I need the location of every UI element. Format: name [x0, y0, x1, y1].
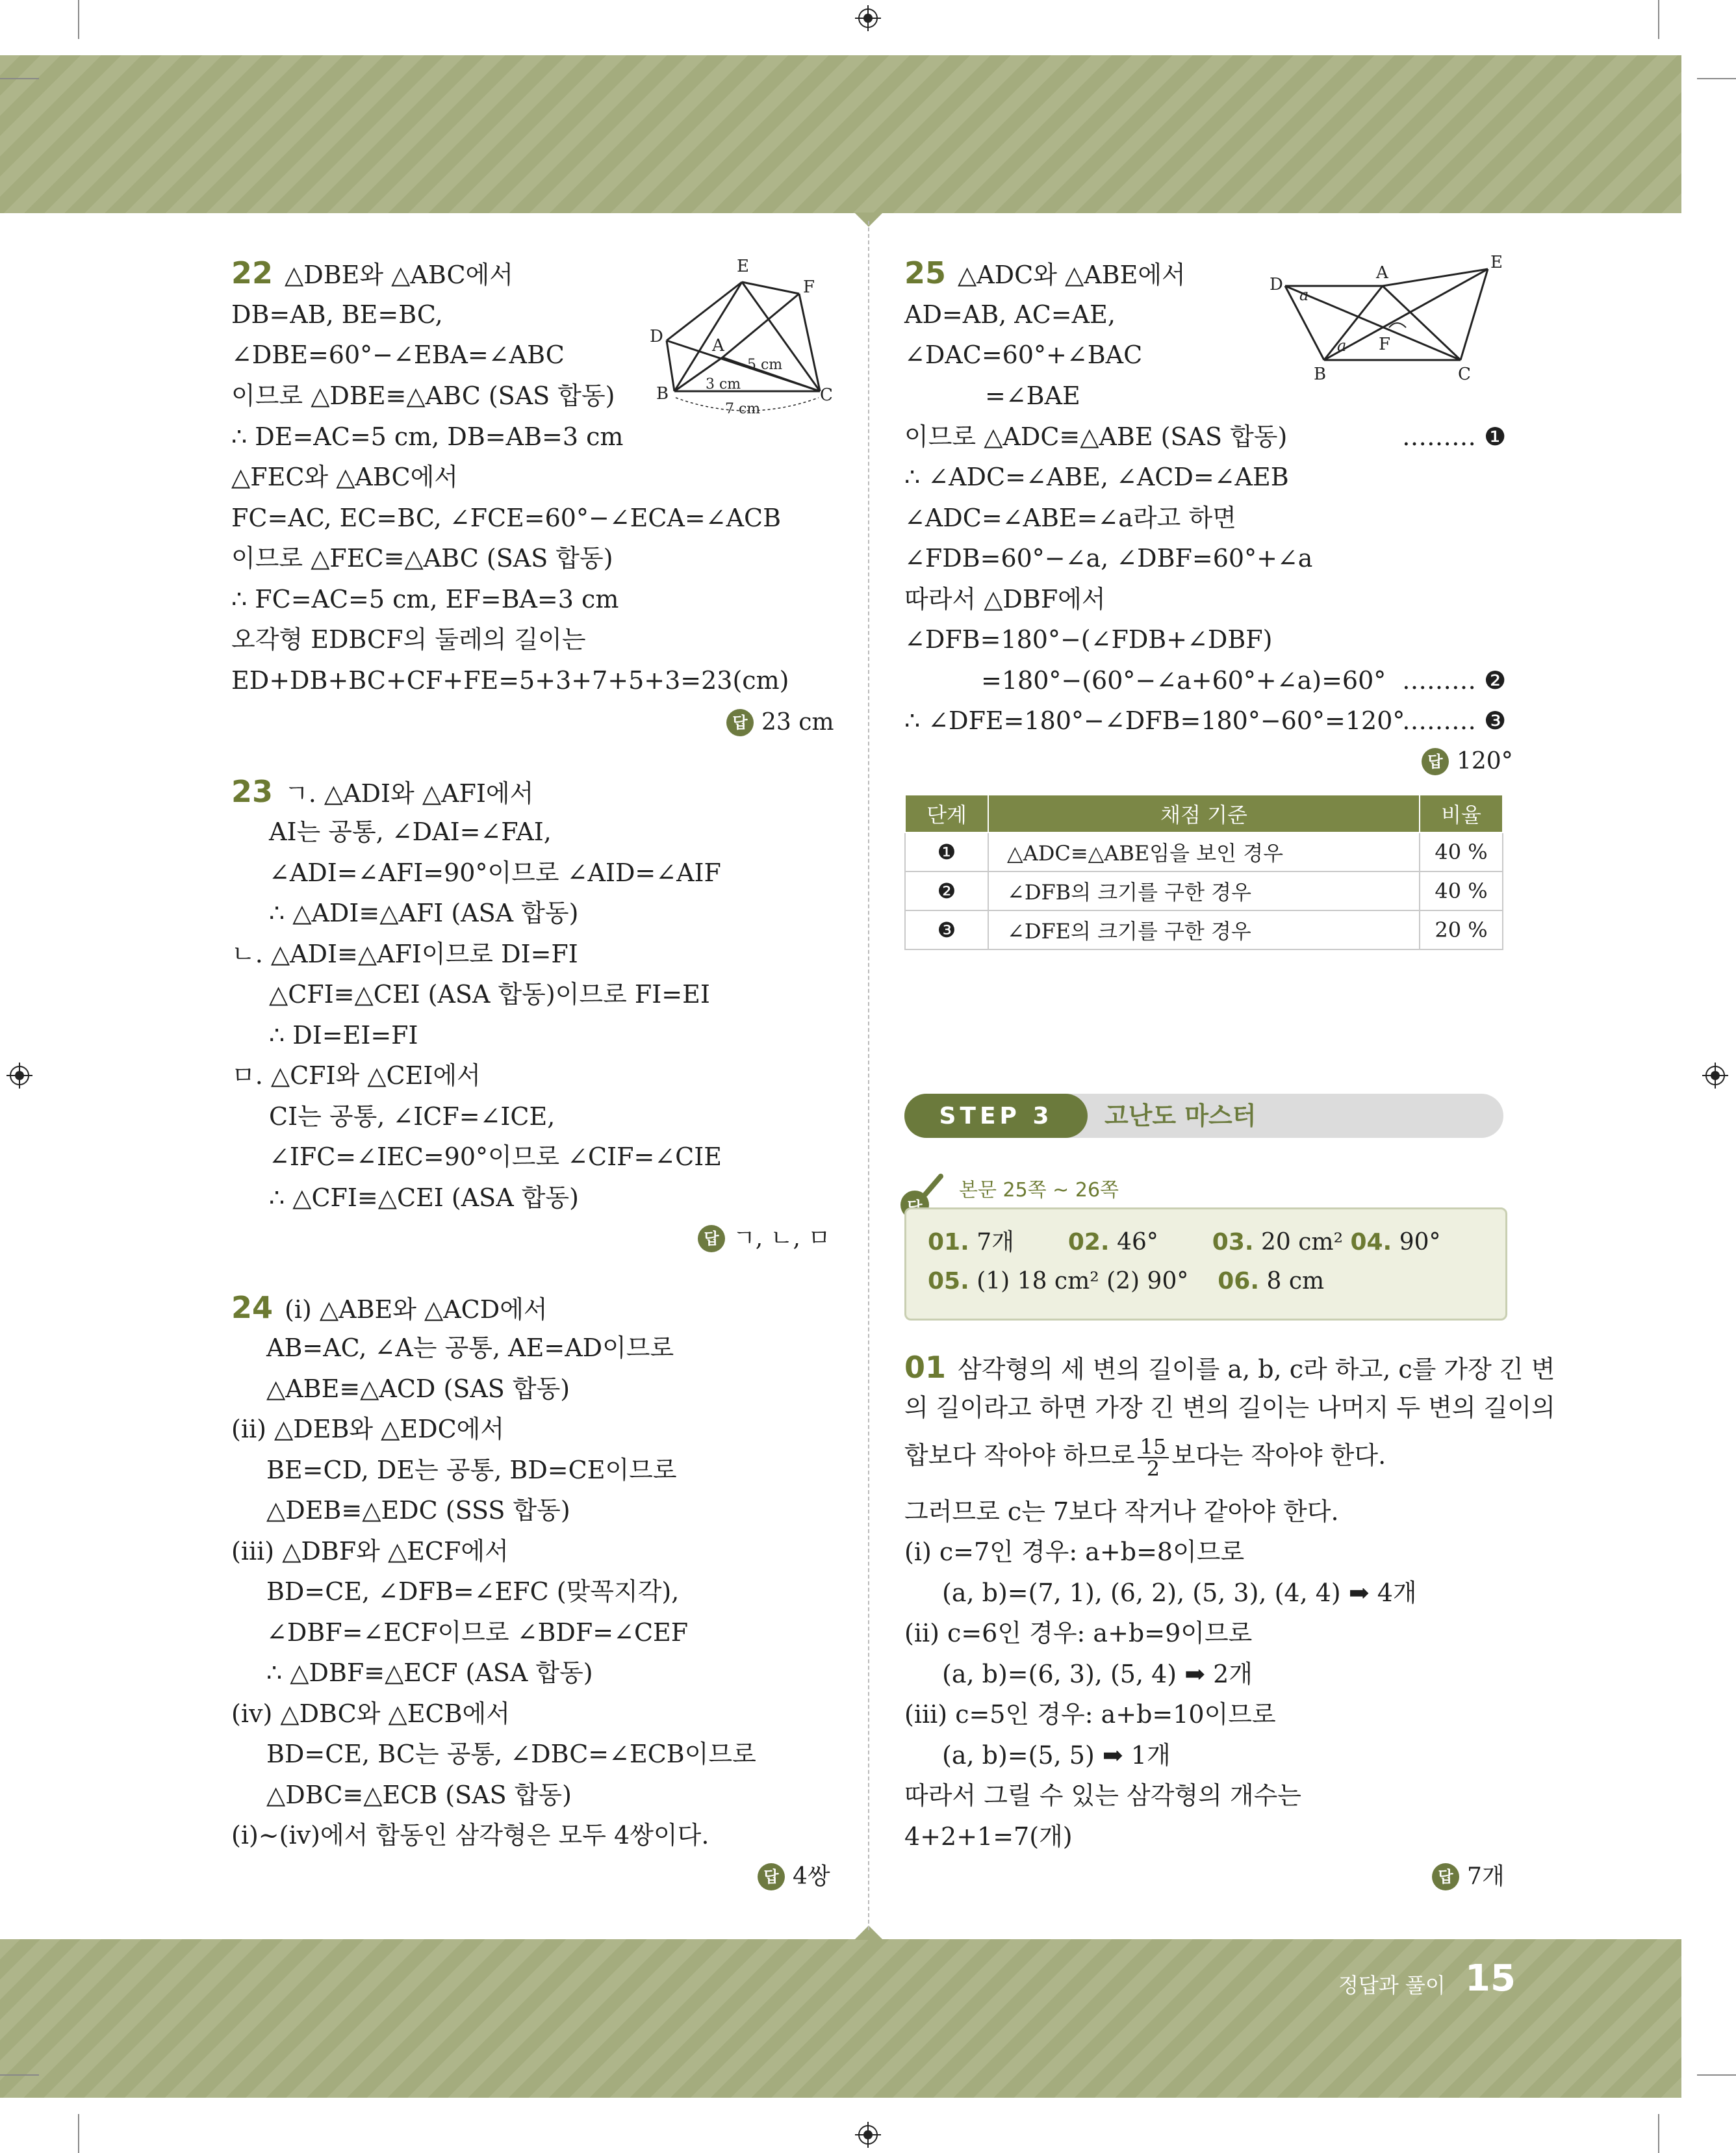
q01-number: 01 [904, 1350, 947, 1385]
table-row [905, 832, 1503, 871]
q24-line-3: △ABE≡△ACD (SAS 합동) [266, 1374, 570, 1403]
q24-line-5: BE=CD, DE는 공통, BD=CE이므로 [266, 1456, 677, 1484]
q25-line-1: 25 △ADC와 △ABE에서 [904, 255, 1186, 290]
fig22-dim: 3 cm [706, 376, 741, 393]
q01-line-12: 4+2+1=7(개) [904, 1822, 1073, 1851]
scoring-table [904, 794, 1503, 950]
q25-line-10: ∠DFB=180°−(∠FDB+∠DBF) [904, 625, 1273, 654]
q01-line-7: (ⅱ) c=6인 경우: a+b=9이므로 [904, 1619, 1253, 1647]
q01-line-3: 합보다 작아야 하므로 $\frac{15}{2}$ 보다는 작아야 한다. [904, 1434, 1386, 1481]
q24-line-8: BD=CE, ∠DFB=∠EFC (맞꼭지각), [266, 1577, 680, 1606]
q01-line-10: (a, b)=(5, 5) ➡ 1개 [942, 1741, 1171, 1770]
q23-line-11: ∴ △CFI≡△CEI (ASA 합동) [269, 1183, 579, 1212]
q24-line-1: 24 (ⅰ) △ABE와 △ACD에서 [231, 1290, 548, 1325]
page-number: 15 [1465, 1957, 1516, 2000]
answer-badge-icon: 답 [1422, 748, 1449, 775]
fig22-label: B [656, 384, 669, 404]
q01-line-11: 따라서 그릴 수 있는 삼각형의 개수는 [904, 1781, 1302, 1810]
q22-line-3: ∠DBE=60°−∠EBA=∠ABC [231, 341, 565, 369]
fig22-dim: 7 cm [725, 401, 761, 416]
q23-line-8: ㅁ. △CFI와 △CEI에서 [231, 1061, 481, 1090]
table-row [905, 871, 1503, 910]
q25-number: 25 [904, 255, 947, 290]
q24-line-10: ∴ △DBF≡△ECF (ASA 합동) [266, 1658, 593, 1687]
crop-mark [1697, 2074, 1736, 2076]
q22-line-11: ED+DB+BC+CF+FE=5+3+7+5+3=23(cm) [231, 666, 789, 695]
fig22-label: F [803, 277, 815, 297]
q25-marker-2: ……… ❷ [1402, 666, 1507, 695]
step-cell: ❸ [905, 910, 988, 949]
answer-badge-icon: 답 [758, 1863, 785, 1890]
registration-mark-icon [855, 5, 881, 31]
q24-number: 24 [231, 1290, 274, 1325]
answer-summary-box [904, 1207, 1507, 1321]
q23-number: 23 [231, 774, 274, 809]
answer-badge-icon: 답 [698, 1225, 725, 1252]
crop-mark [0, 2074, 39, 2076]
q25-line-9: 따라서 △DBF에서 [904, 585, 1106, 613]
q23-line-10: ∠IFC=∠IEC=90°이므로 ∠CIF=∠CIE [269, 1142, 722, 1171]
col-header: 단계 [905, 795, 988, 832]
criterion-cell: △ADC≡△ABE임을 보인 경우 [988, 832, 1420, 871]
summary-row-2: 05. (1) 18 cm² (2) 90° 06. 8 cm [928, 1268, 1325, 1295]
q22-number: 22 [231, 255, 274, 290]
crop-mark [0, 78, 39, 79]
q24-answer: 답 4쌍 [758, 1863, 830, 1891]
fig22-label: E [737, 257, 749, 276]
fig22-dim: 5 cm [747, 357, 783, 373]
fraction: $\frac{15}{2}$ [1138, 1436, 1169, 1479]
q22-line-7: FC=AC, EC=BC, ∠FCE=60°−∠ECA=∠ACB [231, 504, 782, 532]
answer-badge-icon: 답 [726, 709, 754, 736]
q01-line-4: 그러므로 c는 7보다 작거나 같아야 한다. [904, 1497, 1339, 1526]
column-divider [868, 221, 869, 1930]
fig22-label: C [820, 385, 833, 405]
crop-mark [78, 2114, 79, 2153]
footer-label: 정답과 풀이 [1338, 1973, 1446, 1998]
q25-marker-1: ……… ❶ [1402, 422, 1507, 451]
q22-line-10: 오각형 EDBCF의 둘레의 길이는 [231, 625, 586, 654]
q24-line-13: △DBC≡△ECB (SAS 합동) [266, 1781, 572, 1809]
fig22-label: A [712, 336, 724, 355]
q24-line-11: (ⅳ) △DBC와 △ECB에서 [231, 1699, 510, 1728]
step3-label: STEP 3 [904, 1094, 1088, 1138]
fig25-label: B [1314, 365, 1327, 384]
crop-mark [1658, 2114, 1659, 2153]
registration-mark-icon [855, 2122, 881, 2148]
q01-line-2: 의 길이라고 하면 가장 긴 변의 길이는 나머지 두 변의 길이의 [904, 1393, 1555, 1422]
q23-line-3: ∠ADI=∠AFI=90°이므로 ∠AID=∠AIF [269, 858, 721, 887]
q22-line-1: 22 △DBE와 △ABC에서 [231, 255, 513, 290]
ratio-cell: 40 % [1420, 832, 1503, 871]
ratio-cell: 20 % [1420, 910, 1503, 949]
q25-line-7: ∠ADC=∠ABE=∠a라고 하면 [904, 504, 1236, 532]
q23-line-7: ∴ DI=EI=FI [269, 1021, 418, 1050]
q25-line-11: =180°−(60°−∠a+60°+∠a)=60° [981, 666, 1386, 695]
q25-answer: 답 120° [1422, 747, 1513, 776]
col-header: 비율 [1420, 795, 1503, 832]
fig22-label: D [650, 327, 663, 346]
answer-badge-icon: 답 [1432, 1863, 1459, 1890]
q23-line-6: △CFI≡△CEI (ASA 합동)이므로 FI=EI [269, 980, 710, 1009]
q25-line-3: ∠DAC=60°+∠BAC [904, 341, 1143, 369]
table-row [905, 910, 1503, 949]
q25-line-5: 이므로 △ADC≡△ABE (SAS 합동) [904, 422, 1288, 451]
fig25-angle: a [1337, 337, 1347, 355]
step-cell: ❶ [905, 832, 988, 871]
fig25-label: E [1490, 255, 1503, 272]
fig25-label: C [1458, 365, 1471, 384]
fig25-angle: a [1299, 286, 1309, 304]
q01-answer: 답 7개 [1432, 1863, 1505, 1891]
page-reference: 본문 25쪽 ~ 26쪽 [959, 1179, 1119, 1202]
crop-mark [78, 0, 79, 39]
q24-line-12: BD=CE, BC는 공통, ∠DBC=∠ECB이므로 [266, 1740, 756, 1768]
q22-line-5: ∴ DE=AC=5 cm, DB=AB=3 cm [231, 422, 624, 451]
registration-mark-icon [6, 1063, 32, 1089]
q25-line-8: ∠FDB=60°−∠a, ∠DBF=60°+∠a [904, 544, 1313, 573]
q23-line-5: ㄴ. △ADI≡△AFI이므로 DI=FI [231, 940, 578, 968]
summary-row-1: 01. 7개 02. 46° 03. 20 cm² 04. 90° [928, 1229, 1441, 1256]
fig25-label: A [1376, 263, 1388, 283]
col-header: 채점 기준 [988, 795, 1420, 832]
q24-line-6: △DEB≡△EDC (SSS 합동) [266, 1496, 570, 1525]
q22-answer: 답 23 cm [726, 708, 834, 737]
crop-mark [1658, 0, 1659, 39]
q24-line-2: AB=AC, ∠A는 공통, AE=AD이므로 [266, 1334, 674, 1362]
q23-line-2: AI는 공통, ∠DAI=∠FAI, [269, 818, 552, 846]
q22-line-8: 이므로 △FEC≡△ABC (SAS 합동) [231, 544, 613, 573]
q22-line-9: ∴ FC=AC=5 cm, EF=BA=3 cm [231, 585, 619, 613]
crop-mark [1697, 78, 1736, 79]
q24-line-4: (ⅱ) △DEB와 △EDC에서 [231, 1415, 505, 1443]
q22-line-2: DB=AB, BE=BC, [231, 300, 443, 329]
q23-line-9: CI는 공통, ∠ICF=∠ICE, [269, 1102, 555, 1131]
q22-pentagon-figure [650, 253, 845, 416]
step3-title: 고난도 마스터 [1104, 1102, 1257, 1130]
q24-line-9: ∠DBF=∠ECF이므로 ∠BDF=∠CEF [266, 1618, 689, 1647]
q23-line-4: ∴ △ADI≡△AFI (ASA 합동) [269, 899, 579, 927]
fig25-label: D [1270, 275, 1283, 294]
q25-marker-3: ……… ❸ [1402, 706, 1507, 735]
q22-line-4: 이므로 △DBE≡△ABC (SAS 합동) [231, 381, 615, 410]
q25-line-12: ∴ ∠DFE=180°−∠DFB=180°−60°=120° [904, 706, 1405, 735]
criterion-cell: ∠DFE의 크기를 구한 경우 [988, 910, 1420, 949]
fig25-label: F [1379, 335, 1391, 354]
q25-line-2: AD=AB, AC=AE, [904, 300, 1116, 329]
step-cell: ❷ [905, 871, 988, 910]
registration-mark-icon [1702, 1063, 1728, 1089]
q01-line-6: (a, b)=(7, 1), (6, 2), (5, 3), (4, 4) ➡ 4개 [942, 1579, 1417, 1607]
q22-line-6: △FEC와 △ABC에서 [231, 463, 458, 491]
q01-line-9: (ⅲ) c=5인 경우: a+b=10이므로 [904, 1700, 1276, 1729]
q25-line-4: =∠BAE [985, 381, 1080, 410]
ratio-cell: 40 % [1420, 871, 1503, 910]
q01-line-1: 01 삼각형의 세 변의 길이를 a, b, c라 하고, c를 가장 긴 변 [904, 1350, 1555, 1385]
q25-triangles-figure [1267, 255, 1507, 385]
q25-line-6: ∴ ∠ADC=∠ABE, ∠ACD=∠AEB [904, 463, 1289, 491]
q24-line-7: (ⅲ) △DBF와 △ECF에서 [231, 1537, 509, 1566]
q23-line-1: 23 ㄱ. △ADI와 △AFI에서 [231, 774, 534, 809]
q01-line-5: (ⅰ) c=7인 경우: a+b=8이므로 [904, 1538, 1245, 1566]
top-decorative-band [0, 55, 1681, 213]
q01-line-8: (a, b)=(6, 3), (5, 4) ➡ 2개 [942, 1660, 1253, 1688]
q23-answer: 답 ㄱ, ㄴ, ㅁ [698, 1224, 830, 1253]
criterion-cell: ∠DFB의 크기를 구한 경우 [988, 871, 1420, 910]
q24-line-14: (ⅰ)~(ⅳ)에서 합동인 삼각형은 모두 4쌍이다. [231, 1821, 709, 1850]
bottom-decorative-band [0, 1939, 1681, 2098]
